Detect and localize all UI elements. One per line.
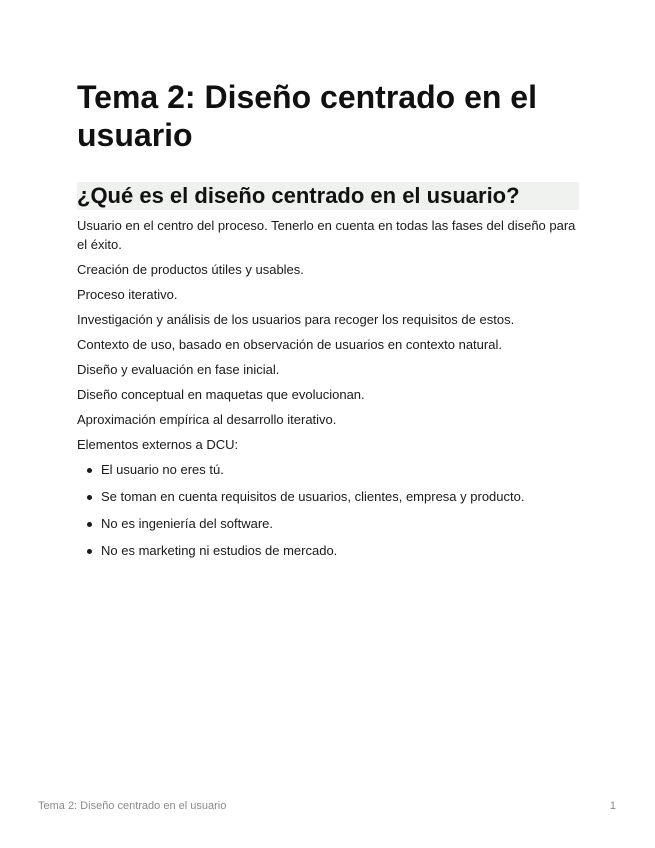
paragraph: Aproximación empírica al desarrollo iterativo. <box>77 412 337 427</box>
bullet-icon <box>87 522 92 527</box>
bullet-icon <box>87 549 92 554</box>
page-title: Tema 2: Diseño centrado en el usuario <box>77 79 537 153</box>
paragraph: Proceso iterativo. <box>77 287 178 302</box>
list-item <box>77 514 579 533</box>
list-item <box>77 541 579 560</box>
paragraph: Creación de productos útiles y usables. <box>77 262 304 277</box>
section-heading: ¿Qué es el diseño centrado en el usuario? <box>77 182 579 210</box>
paragraph: Diseño conceptual en maquetas que evolucionan. <box>77 387 365 402</box>
paragraph: Elementos externos a DCU: <box>77 437 239 452</box>
list-item <box>77 487 579 506</box>
bullet-icon <box>87 468 92 473</box>
document-page <box>77 78 579 568</box>
bullet-icon <box>87 495 92 500</box>
paragraph: Diseño y evaluación en fase inicial. <box>77 362 280 377</box>
list-item-text: El usuario no eres tú. <box>101 462 224 477</box>
bullet-list <box>77 460 579 560</box>
footer-title: Tema 2: Diseño centrado en el usuario <box>38 800 227 812</box>
list-item-text: No es marketing ni estudios de mercado. <box>101 543 338 558</box>
page-number: 1 <box>609 800 616 812</box>
list-item-text: Se toman en cuenta requisitos de usuarios, clientes, empresa y producto. <box>101 489 525 504</box>
list-item-text: No es ingeniería del software. <box>101 516 273 531</box>
paragraph: Investigación y análisis de los usuarios para recoger los requisitos de estos. <box>77 312 515 327</box>
paragraph: Contexto de uso, basado en observación de usuarios en contexto natural. <box>77 337 502 352</box>
list-item <box>77 460 579 479</box>
paragraph: Usuario en el centro del proceso. Tenerlo en cuenta en todas las fases del diseño para el éxito. <box>77 218 576 252</box>
